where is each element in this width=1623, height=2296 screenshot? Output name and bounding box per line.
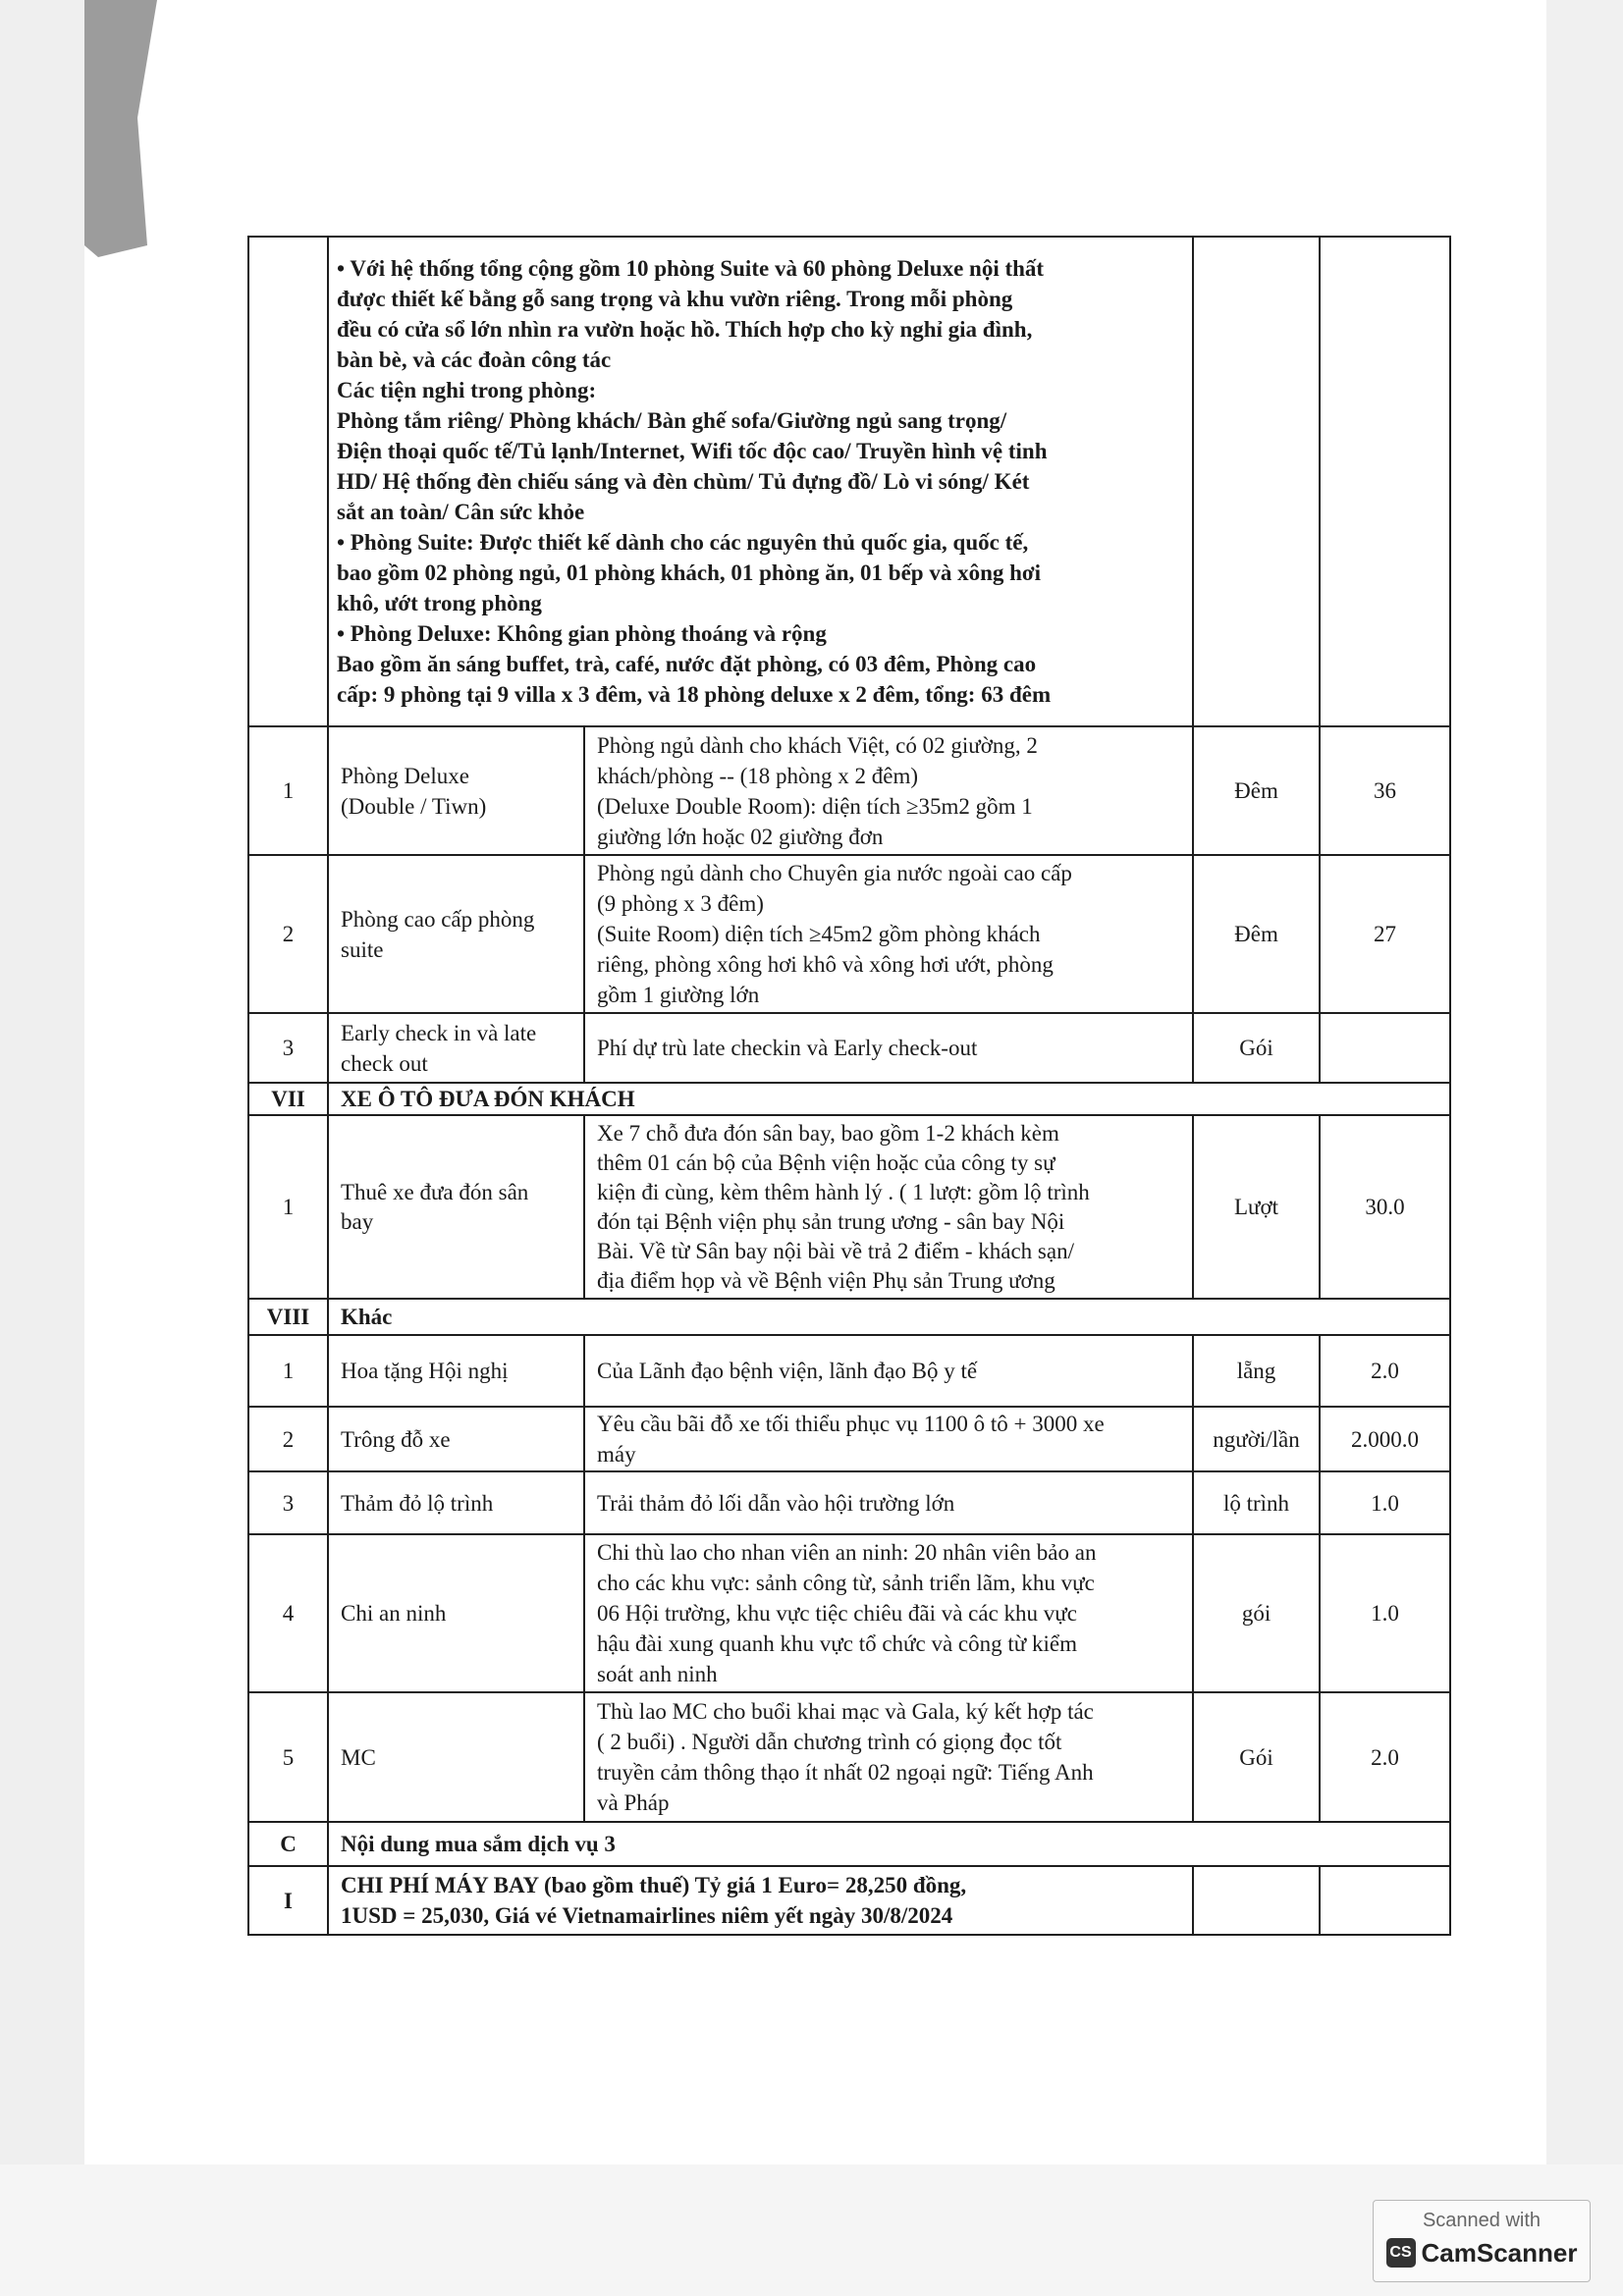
item-description xyxy=(584,1407,1193,1471)
item-name-line: suite xyxy=(341,936,384,962)
desc-line: cho các khu vực: sảnh công từ, sảnh triển lãm, khu vực xyxy=(597,1571,1095,1595)
item-name xyxy=(328,1534,584,1692)
desc-line: Phòng ngủ dành cho khách Việt, có 02 giường, 2 xyxy=(597,732,1038,758)
row-number: 2 xyxy=(248,855,328,1013)
item-unit: Gói xyxy=(1193,1692,1320,1822)
item-name-line: Early check in và late xyxy=(341,1020,537,1045)
table-row xyxy=(248,1115,1450,1299)
row-number: 5 xyxy=(248,1692,328,1822)
table-row xyxy=(248,1534,1450,1692)
section-title: Khác xyxy=(328,1299,1450,1335)
watermark-brand-name: CamScanner xyxy=(1421,2238,1578,2268)
item-unit: người/lần xyxy=(1193,1407,1320,1471)
item-description xyxy=(584,1692,1193,1822)
table-row xyxy=(248,1471,1450,1534)
section-letter: C xyxy=(248,1822,328,1866)
row-number: 1 xyxy=(248,726,328,855)
camscanner-logo-icon: CS xyxy=(1386,2238,1416,2268)
intro-line: • Phòng Suite: Được thiết kế dành cho các nguyên thủ quốc gia, quốc tế, xyxy=(337,530,1029,555)
desc-line: Phòng ngủ dành cho Chuyên gia nước ngoài cao cấp xyxy=(597,861,1072,885)
desc-line: gồm 1 giường lớn xyxy=(597,983,760,1007)
item-name xyxy=(328,1471,584,1534)
intro-line: bao gồm 02 phòng ngủ, 01 phòng khách, 01 phòng ăn, 01 bếp và xông hơi xyxy=(337,561,1042,585)
item-quantity: 2.0 xyxy=(1320,1692,1450,1822)
item-name-line: bay xyxy=(341,1208,374,1234)
desc-line: thêm 01 cán bộ của Bệnh viện hoặc của công ty sự xyxy=(597,1149,1055,1175)
item-quantity: 27 xyxy=(1320,855,1450,1013)
item-name-line: check out xyxy=(341,1050,428,1076)
desc-line: 06 Hội trường, khu vực tiệc chiêu đãi và các khu vực xyxy=(597,1601,1077,1626)
watermark-brand xyxy=(1374,2238,1590,2268)
item-name xyxy=(328,1407,584,1471)
item-name-line: Thuê xe đưa đón sân xyxy=(341,1179,529,1204)
desc-line: (Deluxe Double Room): diện tích ≥35m2 gồm 1 xyxy=(597,793,1033,819)
item-unit: lộ trình xyxy=(1193,1471,1320,1534)
section-header-row xyxy=(248,1822,1450,1866)
item-name-line: Phòng Deluxe xyxy=(341,763,469,788)
intro-line: đều có cửa sổ lớn nhìn ra vườn hoặc hồ. Thích hợp cho kỳ nghỉ gia đình, xyxy=(337,317,1033,342)
desc-line: Chi thù lao cho nhan viên an ninh: 20 nhân viên bảo an xyxy=(597,1540,1097,1565)
item-description xyxy=(584,1335,1193,1407)
desc-line: soát anh ninh xyxy=(597,1662,718,1686)
intro-line: HD/ Hệ thống đèn chiếu sáng và đèn chùm/ Tủ đựng đồ/ Lò vi sóng/ Két xyxy=(337,469,1030,494)
page-corner-shadow xyxy=(84,0,157,257)
intro-line: Phòng tắm riêng/ Phòng khách/ Bàn ghế sofa/Giường ngủ sang trọng/ xyxy=(337,408,1007,433)
row-number: 2 xyxy=(248,1407,328,1471)
item-quantity: 1.0 xyxy=(1320,1471,1450,1534)
item-name-line: Phòng cao cấp phòng xyxy=(341,906,535,932)
item-name xyxy=(328,855,584,1013)
desc-line: Xe 7 chỗ đưa đón sân bay, bao gồm 1-2 khách kèm xyxy=(597,1120,1059,1146)
section-title-line: 1USD = 25,030, Giá vé Vietnamairlines niêm yết ngày 30/8/2024 xyxy=(341,1903,953,1928)
item-unit: Lượt xyxy=(1193,1115,1320,1299)
section-number: VII xyxy=(248,1083,328,1115)
intro-line: Các tiện nghi trong phòng: xyxy=(337,378,597,402)
desc-line: kiện đi cùng, kèm thêm hành lý . ( 1 lượt: gồm lộ trình xyxy=(597,1179,1090,1204)
desc-line: hậu đài xung quanh khu vực tổ chức và công từ kiểm xyxy=(597,1631,1077,1656)
section-title: Nội dung mua sắm dịch vụ 3 xyxy=(328,1822,1450,1866)
table-row xyxy=(248,1692,1450,1822)
section-header-row xyxy=(248,1866,1450,1935)
hotel-intro-row xyxy=(248,237,1450,726)
item-name xyxy=(328,1335,584,1407)
hotel-description-cell xyxy=(328,237,1193,726)
item-unit: Đêm xyxy=(1193,726,1320,855)
section-number: VIII xyxy=(248,1299,328,1335)
item-name-line: Thảm đỏ lộ trình xyxy=(341,1490,494,1516)
item-unit: Đêm xyxy=(1193,855,1320,1013)
item-name xyxy=(328,1115,584,1299)
item-quantity: 2.000.0 xyxy=(1320,1407,1450,1471)
desc-line: Bài. Về từ Sân bay nội bài về trả 2 điểm - khách sạn/ xyxy=(597,1238,1074,1263)
item-quantity: 36 xyxy=(1320,726,1450,855)
cell-unit xyxy=(1193,237,1320,726)
item-description xyxy=(584,1013,1193,1083)
item-name-line: Chi an ninh xyxy=(341,1601,447,1626)
item-quantity: 2.0 xyxy=(1320,1335,1450,1407)
procurement-table xyxy=(247,236,1451,1936)
desc-line: riêng, phòng xông hơi khô và xông hơi ướt, phòng xyxy=(597,952,1054,977)
item-unit: lẵng xyxy=(1193,1335,1320,1407)
item-quantity: 1.0 xyxy=(1320,1534,1450,1692)
desc-line: Của Lãnh đạo bệnh viện, lãnh đạo Bộ y tế xyxy=(597,1359,978,1383)
desc-line: truyền cảm thông thạo ít nhất 02 ngoại ngữ: Tiếng Anh xyxy=(597,1760,1094,1785)
desc-line: Thù lao MC cho buổi khai mạc và Gala, ký kết hợp tác xyxy=(597,1699,1094,1724)
section-header-row xyxy=(248,1083,1450,1115)
item-description xyxy=(584,726,1193,855)
desc-line: (Suite Room) diện tích ≥45m2 gồm phòng khách xyxy=(597,922,1041,946)
table-row xyxy=(248,726,1450,855)
desc-line: đón tại Bệnh viện phụ sản trung ương - sân bay Nội xyxy=(597,1208,1065,1234)
section-title xyxy=(328,1866,1193,1935)
item-name xyxy=(328,1692,584,1822)
desc-line: (9 phòng x 3 đêm) xyxy=(597,891,764,916)
row-number: 4 xyxy=(248,1534,328,1692)
item-name-line: (Double / Tiwn) xyxy=(341,793,487,819)
cell-qty xyxy=(1320,237,1450,726)
desc-line: máy xyxy=(597,1442,636,1467)
section-header-row xyxy=(248,1299,1450,1335)
intro-line: cấp: 9 phòng tại 9 villa x 3 đêm, và 18 phòng deluxe x 2 đêm, tổng: 63 đêm xyxy=(337,682,1052,707)
item-name xyxy=(328,1013,584,1083)
desc-line: ( 2 buổi) . Người dẫn chương trình có giọng đọc tốt xyxy=(597,1730,1062,1754)
scanner-bed-left xyxy=(0,0,84,2296)
scanner-bed-right xyxy=(1546,0,1623,2296)
item-description xyxy=(584,1115,1193,1299)
table-row xyxy=(248,1407,1450,1471)
camscanner-watermark xyxy=(1373,2200,1591,2282)
intro-line: Bao gồm ăn sáng buffet, trà, café, nước đặt phòng, có 03 đêm, Phòng cao xyxy=(337,652,1037,676)
intro-line: • Với hệ thống tổng cộng gồm 10 phòng Suite và 60 phòng Deluxe nội thất xyxy=(337,256,1045,281)
desc-line: khách/phòng -- (18 phòng x 2 đêm) xyxy=(597,763,919,788)
item-unit: Gói xyxy=(1193,1013,1320,1083)
row-number: 3 xyxy=(248,1471,328,1534)
intro-line: sắt an toàn/ Cân sức khỏe xyxy=(337,500,585,524)
item-name xyxy=(328,726,584,855)
item-name-line: Hoa tặng Hội nghị xyxy=(341,1359,509,1383)
row-number: 1 xyxy=(248,1115,328,1299)
intro-line: Điện thoại quốc tế/Tủ lạnh/Internet, Wifi tốc độc cao/ Truyền hình vệ tinh xyxy=(337,439,1048,463)
desc-line: giường lớn hoặc 02 giường đơn xyxy=(597,824,884,849)
desc-line: Phí dự trù late checkin và Early check-out xyxy=(597,1036,978,1060)
section-title: XE Ô TÔ ĐƯA ĐÓN KHÁCH xyxy=(328,1083,1450,1115)
desc-line: địa điểm họp và về Bệnh viện Phụ sản Trung ương xyxy=(597,1267,1055,1293)
intro-line: được thiết kế bằng gỗ sang trọng và khu vườn riêng. Trong mỗi phòng xyxy=(337,287,1013,311)
section-title-line: CHI PHÍ MÁY BAY (bao gồm thuế) Tỷ giá 1 Euro= 28,250 đồng, xyxy=(341,1873,967,1897)
desc-line: Yêu cầu bãi đỗ xe tối thiểu phục vụ 1100 ô tô + 3000 xe xyxy=(597,1412,1105,1436)
item-description xyxy=(584,855,1193,1013)
item-description xyxy=(584,1471,1193,1534)
item-description xyxy=(584,1534,1193,1692)
table-row xyxy=(248,855,1450,1013)
row-number: 3 xyxy=(248,1013,328,1083)
cell-unit xyxy=(1193,1866,1320,1935)
cell-qty xyxy=(1320,1866,1450,1935)
cell-no xyxy=(248,237,328,726)
desc-line: Trải thảm đỏ lối dẫn vào hội trường lớn xyxy=(597,1490,955,1516)
item-quantity: 30.0 xyxy=(1320,1115,1450,1299)
intro-line: • Phòng Deluxe: Không gian phòng thoáng và rộng xyxy=(337,621,827,646)
item-quantity xyxy=(1320,1013,1450,1083)
item-unit: gói xyxy=(1193,1534,1320,1692)
section-number: I xyxy=(248,1866,328,1935)
intro-line: khô, ướt trong phòng xyxy=(337,591,542,615)
table-row xyxy=(248,1335,1450,1407)
item-name-line: MC xyxy=(341,1744,376,1770)
desc-line: và Pháp xyxy=(597,1790,670,1815)
table-row xyxy=(248,1013,1450,1083)
row-number: 1 xyxy=(248,1335,328,1407)
item-name-line: Trông đỗ xe xyxy=(341,1426,451,1452)
watermark-caption: Scanned with xyxy=(1422,2210,1542,2231)
intro-line: bàn bè, và các đoàn công tác xyxy=(337,347,612,372)
